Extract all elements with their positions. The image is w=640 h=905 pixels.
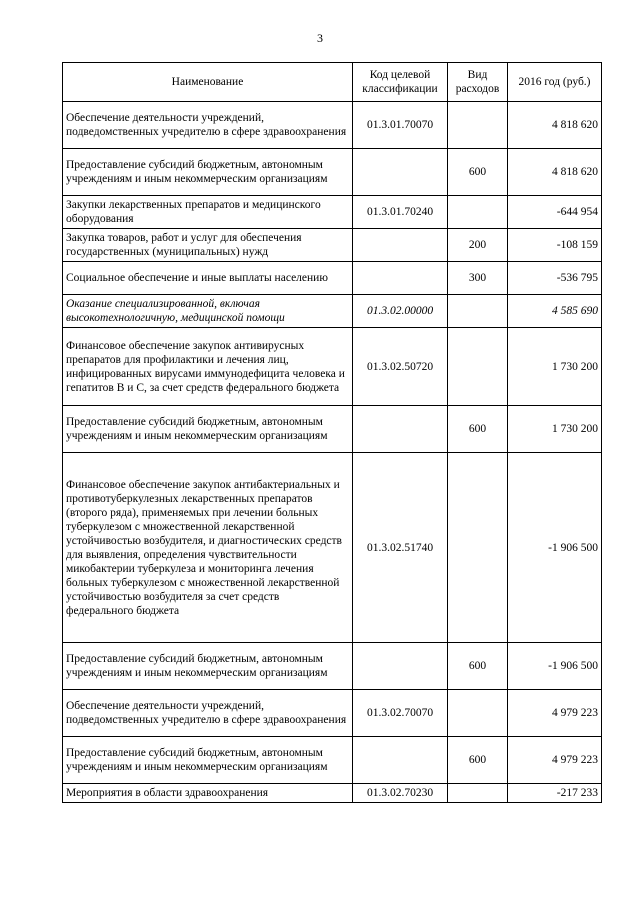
row-type [448,784,508,803]
page-number: 3 [317,31,323,45]
row-code: 01.3.02.00000 [353,295,448,328]
row-amount: 4 979 223 [508,690,602,737]
row-amount: -217 233 [508,784,602,803]
row-code: 01.3.02.50720 [353,328,448,406]
table-row [63,229,602,262]
table-row [63,196,602,229]
row-amount: -1 906 500 [508,643,602,690]
table-row [63,149,602,196]
row-name: Предоставление субсидий бюджетным, автономным учреждениям и иным некоммерческим организациям [63,149,353,196]
row-name: Предоставление субсидий бюджетным, автономным учреждениям и иным некоммерческим организациям [63,406,353,453]
row-amount: 4 979 223 [508,737,602,784]
table-row [63,453,602,643]
budget-table [62,62,602,803]
row-type: 600 [448,406,508,453]
row-name: Мероприятия в области здравоохранения [63,784,353,803]
row-name: Оказание специализированной, включая высокотехнологичную, медицинской помощи [63,295,353,328]
row-name: Социальное обеспечение и иные выплаты населению [63,262,353,295]
row-code: 01.3.01.70070 [353,102,448,149]
row-code [353,737,448,784]
row-type: 600 [448,643,508,690]
row-type [448,102,508,149]
row-amount: 4 818 620 [508,149,602,196]
row-type [448,690,508,737]
row-type [448,196,508,229]
row-name: Финансовое обеспечение закупок антибактериальных и противотуберкулезных лекарственных препаратов (второго ряда), применяемых при лечении больных туберкулезом с множественной лекарственной устойчивостью возбудителя, и диагностических средств для выявления, определения чувствительности микобактерии туберкулеза и мониторинга лечения больных туберкулезом с множественной лекарственной устойчивостью возбудителя за счет средств федерального бюджета [63,453,353,643]
row-code: 01.3.02.70230 [353,784,448,803]
row-code [353,406,448,453]
header-code: Код целевой классификации [353,63,448,102]
row-type: 600 [448,149,508,196]
row-name: Финансовое обеспечение закупок антивирусных препаратов для профилактики и лечения лиц, инфицированных вирусами иммунодефицита человека и гепатитов В и С, за счет средств федерального бюджета [63,328,353,406]
table-row [63,102,602,149]
table-row [63,784,602,803]
row-name: Обеспечение деятельности учреждений, подведомственных учредителю в сфере здравоохранения [63,690,353,737]
row-code: 01.3.02.70070 [353,690,448,737]
row-amount: -644 954 [508,196,602,229]
table-row [63,295,602,328]
row-code [353,643,448,690]
row-code: 01.3.02.51740 [353,453,448,643]
table-row [63,328,602,406]
row-type [448,328,508,406]
row-code [353,229,448,262]
row-name: Закупки лекарственных препаратов и медицинского оборудования [63,196,353,229]
row-type: 200 [448,229,508,262]
row-name: Предоставление субсидий бюджетным, автономным учреждениям и иным некоммерческим организациям [63,643,353,690]
row-type [448,295,508,328]
row-type: 600 [448,737,508,784]
row-amount: 4 585 690 [508,295,602,328]
row-amount: -1 906 500 [508,453,602,643]
row-amount: 1 730 200 [508,406,602,453]
table-row [63,737,602,784]
header-name: Наименование [63,63,353,102]
row-name: Закупка товаров, работ и услуг для обеспечения государственных (муниципальных) нужд [63,229,353,262]
header-type: Вид расходов [448,63,508,102]
table-row [63,406,602,453]
row-amount: 1 730 200 [508,328,602,406]
row-type: 300 [448,262,508,295]
row-amount: -108 159 [508,229,602,262]
table-row [63,690,602,737]
row-name: Предоставление субсидий бюджетным, автономным учреждениям и иным некоммерческим организациям [63,737,353,784]
row-code [353,262,448,295]
row-type [448,453,508,643]
row-amount: 4 818 620 [508,102,602,149]
table-row [63,262,602,295]
row-code: 01.3.01.70240 [353,196,448,229]
table-body [63,102,602,803]
header-amount: 2016 год (руб.) [508,63,602,102]
table-header-row [63,63,602,102]
row-amount: -536 795 [508,262,602,295]
row-name: Обеспечение деятельности учреждений, подведомственных учредителю в сфере здравоохранения [63,102,353,149]
row-code [353,149,448,196]
table-row [63,643,602,690]
